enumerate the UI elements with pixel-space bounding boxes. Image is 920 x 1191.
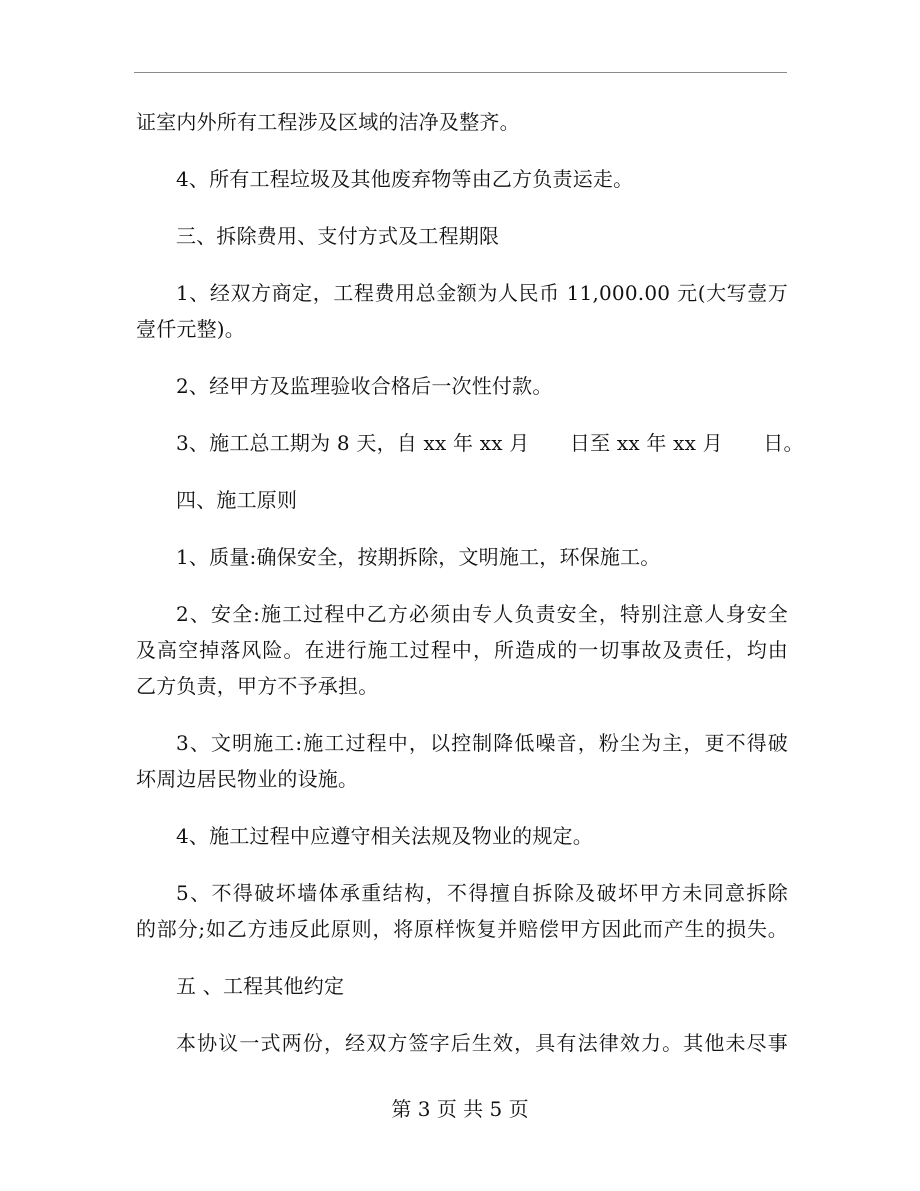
text-line: 坏周边居民物业的设施。: [136, 767, 359, 791]
text-line: 及高空掉落风险。在进行施工过程中，所造成的一切事故及责任，均由: [136, 638, 788, 662]
clause-line: 3、施工总工期为 8 天，自 xx 年 xx 月 日至 xx 年 xx 月 日。: [176, 431, 804, 455]
text-line: 乙方负责，甲方不予承担。: [136, 674, 379, 698]
clause-line: 本协议一式两份，经双方签字后生效，具有法律效力。其他未尽事: [176, 1031, 788, 1055]
page-number: 第 3 页 共 5 页: [391, 1097, 529, 1121]
text-line: 壹仟元整)。: [136, 317, 246, 341]
section-heading: 五 、工程其他约定: [176, 974, 345, 998]
section-heading: 四、施工原则: [176, 488, 298, 512]
text-line: 的部分;如乙方违反此原则，将原样恢复并赔偿甲方因此而产生的损失。: [136, 917, 788, 941]
section-heading: 三、拆除费用、支付方式及工程期限: [176, 224, 500, 248]
text-line: 证室内外所有工程涉及区域的洁净及整齐。: [136, 110, 520, 134]
header-rule: [134, 72, 787, 73]
clause-line: 3、文明施工:施工过程中，以控制降低噪音，粉尘为主，更不得破: [176, 731, 788, 755]
clause-line: 4、施工过程中应遵守相关法规及物业的规定。: [176, 824, 593, 848]
clause-line: 1、质量:确保安全，按期拆除，文明施工，环保施工。: [176, 545, 661, 569]
clause-line: 1、经双方商定，工程费用总金额为人民币 11,000.00 元(大写壹万: [176, 281, 788, 305]
clause-line: 2、安全:施工过程中乙方必须由专人负责安全，特别注意人身安全: [176, 602, 788, 626]
clause-line: 2、经甲方及监理验收合格后一次性付款。: [176, 374, 553, 398]
clause-line: 4、所有工程垃圾及其他废弃物等由乙方负责运走。: [176, 167, 634, 191]
clause-line: 5、不得破坏墙体承重结构，不得擅自拆除及破坏甲方未同意拆除: [176, 881, 788, 905]
